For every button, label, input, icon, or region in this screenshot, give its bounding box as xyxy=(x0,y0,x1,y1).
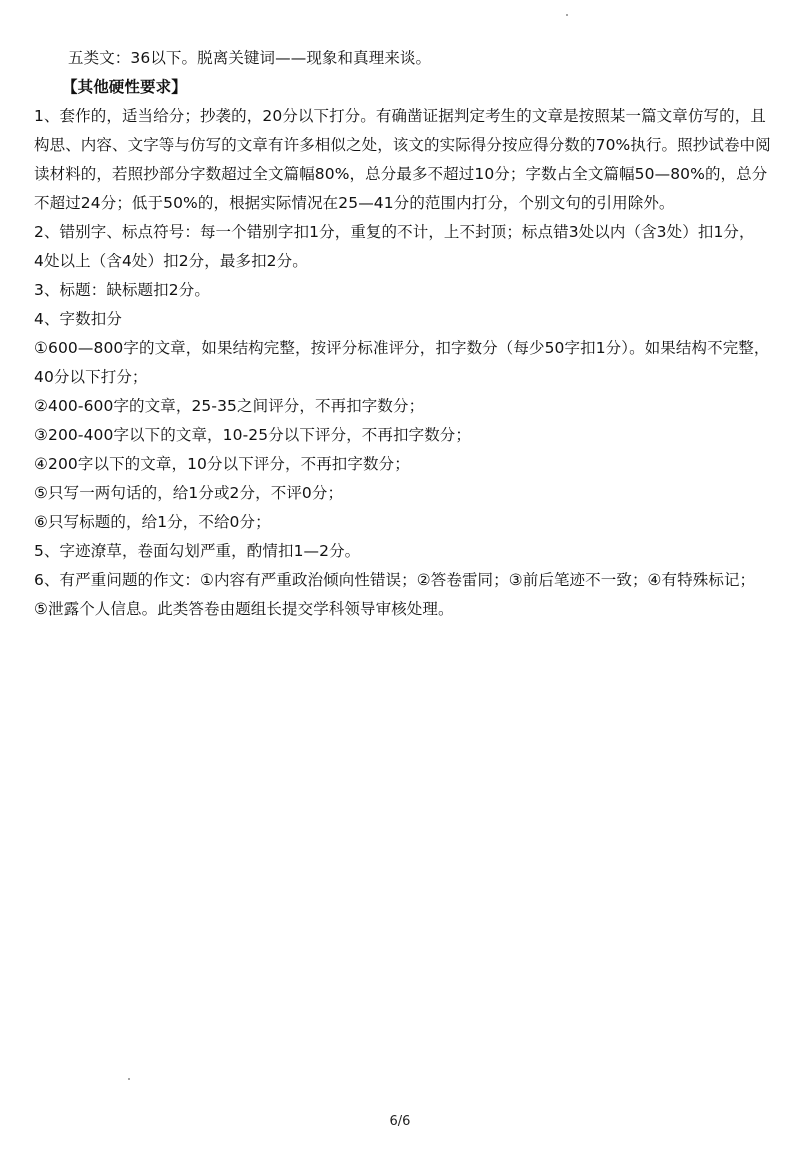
item4-sub1-line: ①600—800字的文章，如果结构完整，按评分标准评分，扣字数分（每少50字扣1分）。如果结构不完整， xyxy=(34,339,770,357)
item4-sub2-rule: ②400-600字的文章，25-35之间评分，不再扣字数分； xyxy=(34,397,425,415)
item2-line: 2、错别字、标点符号：每一个错别字扣1分，重复的不计，上不封顶；标点错3处以内（含3处）扣1分， xyxy=(34,223,755,241)
item4-sub1-rule xyxy=(34,334,776,392)
item1-line: 1、套作的，适当给分；抄袭的，20分以下打分。有确凿证据判定考生的文章是按照某一篇文章仿写的，且 xyxy=(34,107,766,125)
item3-title-rule: 3、标题：缺标题扣2分。 xyxy=(34,281,210,299)
item2-typo-punctuation-rules xyxy=(34,218,776,276)
item2-line: 4处以上（含4处）扣2分，最多扣2分。 xyxy=(34,252,308,270)
item4-sub6-rule: ⑥只写标题的，给1分，不给0分； xyxy=(34,513,271,531)
item4-sub4-rule: ④200字以下的文章，10分以下评分，不再扣字数分； xyxy=(34,455,410,473)
category-five-criteria: 五类文：36以下。脱离关键词——现象和真理来谈。 xyxy=(68,49,432,67)
other-requirements-heading: 【其他硬性要求】 xyxy=(62,78,187,96)
page-number: 6/6 xyxy=(389,1114,411,1129)
scan-speck xyxy=(128,1078,130,1080)
scan-speck xyxy=(566,14,568,16)
item6-line: 6、有严重问题的作文：①内容有严重政治倾向性错误；②答卷雷同；③前后笔迹不一致；④有特殊标记； xyxy=(34,571,756,589)
item1-line: 读材料的，若照抄部分字数超过全文篇幅80%，总分最多不超过10分；字数占全文篇幅50—80%的，总分 xyxy=(34,165,768,183)
item1-line: 不超过24分；低于50%的，根据实际情况在25—41分的范围内打分，个别文句的引用除外。 xyxy=(34,194,675,212)
document-body xyxy=(34,44,776,624)
item6-line: ⑤泄露个人信息。此类答卷由题组长提交学科领导审核处理。 xyxy=(34,600,454,618)
item1-line: 构思、内容、文字等与仿写的文章有许多相似之处，该文的实际得分按应得分数的70%执行。照抄试卷中阅 xyxy=(34,136,771,154)
item4-heading: 4、字数扣分 xyxy=(34,310,122,328)
item1-plagiarism-rules xyxy=(34,102,776,218)
item6-serious-issues-rule xyxy=(34,566,776,624)
item5-handwriting-rule: 5、字迹潦草，卷面勾划严重，酌情扣1—2分。 xyxy=(34,542,361,560)
item4-sub5-rule: ⑤只写一两句话的，给1分或2分，不评0分； xyxy=(34,484,344,502)
item4-sub3-rule: ③200-400字以下的文章，10-25分以下评分，不再扣字数分； xyxy=(34,426,471,444)
item4-sub1-line: 40分以下打分； xyxy=(34,368,148,386)
